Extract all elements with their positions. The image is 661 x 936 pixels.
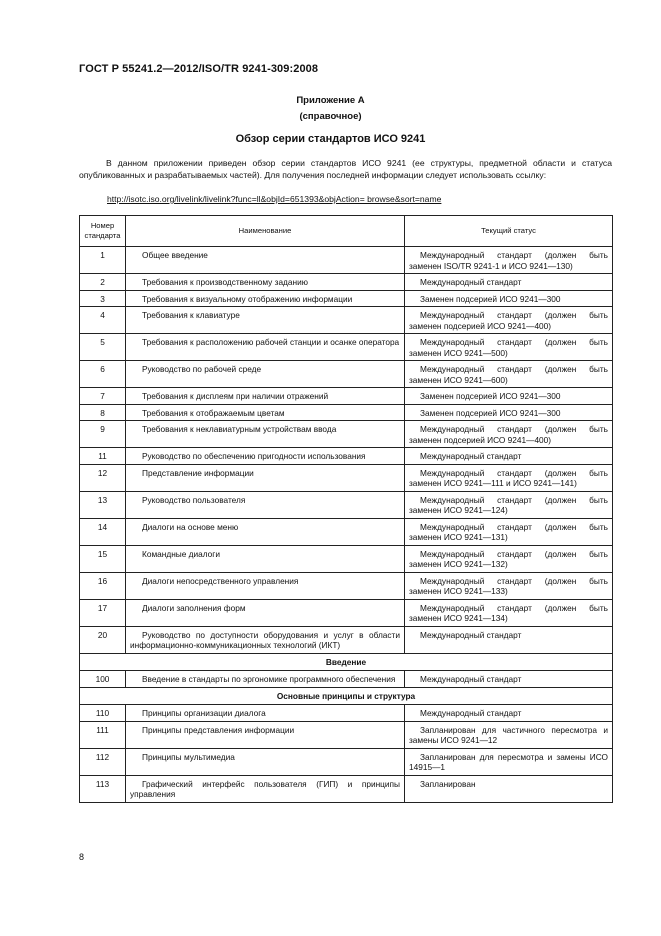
table-row [80, 671, 613, 688]
standard-name: Командные диалоги [126, 545, 405, 572]
table-row [80, 491, 613, 518]
standard-number: 15 [80, 545, 126, 572]
standard-status: Международный стандарт [405, 274, 613, 291]
table-header-row [80, 216, 613, 247]
reference-link[interactable]: http://isotc.iso.org/livelink/livelink?func=ll&objId=651393&objAction= browse&sort=name [107, 194, 442, 204]
standard-name: Требования к визуальному отображению информации [126, 290, 405, 307]
standard-status: Международный стандарт [405, 626, 613, 653]
standard-status: Международный стандарт (должен быть заменен ИСО 9241—124) [405, 491, 613, 518]
table-row [80, 705, 613, 722]
standard-name: Требования к производственному заданию [126, 274, 405, 291]
standard-status: Международный стандарт (должен быть заменен ИСО 9241—133) [405, 572, 613, 599]
standard-number: 7 [80, 388, 126, 405]
standard-number: 111 [80, 721, 126, 748]
standard-status: Заменен подсерией ИСО 9241—300 [405, 290, 613, 307]
standard-status: Международный стандарт [405, 671, 613, 688]
standard-number: 1 [80, 247, 126, 274]
standard-status: Международный стандарт (должен быть заменен подсерией ИСО 9241—400) [405, 307, 613, 334]
standard-name: Принципы представления информации [126, 721, 405, 748]
standard-name: Требования к клавиатуре [126, 307, 405, 334]
standard-status: Международный стандарт (должен быть заменен подсерией ИСО 9241—400) [405, 421, 613, 448]
standard-name: Руководство пользователя [126, 491, 405, 518]
standard-status: Международный стандарт (должен быть заменен ИСО 9241—600) [405, 361, 613, 388]
table-row [80, 545, 613, 572]
standard-name: Диалоги заполнения форм [126, 599, 405, 626]
table-row [80, 748, 613, 775]
standard-name: Руководство по доступности оборудования и услуг в области информационно-коммуникационных технологий (ИКТ) [126, 626, 405, 653]
section-heading: Основные принципы и структура [80, 687, 613, 705]
table-row [80, 421, 613, 448]
standard-name: Принципы мультимедиа [126, 748, 405, 775]
standard-name: Введение в стандарты по эргономике программного обеспечения [126, 671, 405, 688]
standard-name: Требования к неклавиатурным устройствам ввода [126, 421, 405, 448]
table-body [80, 247, 613, 803]
header-number: Номер стандарта [80, 216, 126, 247]
standard-name: Общее введение [126, 247, 405, 274]
standard-number: 5 [80, 334, 126, 361]
table-row [80, 307, 613, 334]
standard-number: 20 [80, 626, 126, 653]
standard-status: Международный стандарт (должен быть заменен ИСО 9241—500) [405, 334, 613, 361]
table-row [80, 404, 613, 421]
table-row [80, 274, 613, 291]
table-row [80, 290, 613, 307]
header-status: Текущий статус [405, 216, 613, 247]
section-title: Обзор серии стандартов ИСО 9241 [235, 133, 426, 145]
standard-number: 112 [80, 748, 126, 775]
standard-status: Заменен подсерией ИСО 9241—300 [405, 388, 613, 405]
table-section-row [80, 687, 613, 705]
standard-status: Международный стандарт (должен быть заменен ИСО 9241—132) [405, 545, 613, 572]
standard-number: 9 [80, 421, 126, 448]
standard-name: Требования к отображаемым цветам [126, 404, 405, 421]
standard-number: 113 [80, 775, 126, 802]
standard-name: Представление информации [126, 464, 405, 491]
standard-name: Требования к дисплеям при наличии отражений [126, 388, 405, 405]
table-row [80, 247, 613, 274]
table-row [80, 599, 613, 626]
table-row [80, 518, 613, 545]
standard-status: Международный стандарт (должен быть заменен ISO/TR 9241-1 и ИСО 9241—130) [405, 247, 613, 274]
standard-status: Запланирован [405, 775, 613, 802]
table-row [80, 334, 613, 361]
standard-status: Международный стандарт (должен быть заменен ИСО 9241—134) [405, 599, 613, 626]
standard-status: Международный стандарт [405, 705, 613, 722]
standard-status: Международный стандарт (должен быть заменен ИСО 9241—111 и ИСО 9241—141) [405, 464, 613, 491]
standard-number: 6 [80, 361, 126, 388]
table-row [80, 721, 613, 748]
standard-name: Руководство по рабочей среде [126, 361, 405, 388]
standard-number: 8 [80, 404, 126, 421]
standard-status: Международный стандарт [405, 448, 613, 465]
table-row [80, 448, 613, 465]
standard-name: Диалоги непосредственного управления [126, 572, 405, 599]
standard-status: Запланирован для частичного пересмотра и замены ИСО 9241—12 [405, 721, 613, 748]
section-heading: Введение [80, 653, 613, 671]
standard-number: 12 [80, 464, 126, 491]
standard-number: 100 [80, 671, 126, 688]
standard-name: Принципы организации диалога [126, 705, 405, 722]
standard-status: Международный стандарт (должен быть заменен ИСО 9241—131) [405, 518, 613, 545]
page-number: 8 [79, 852, 85, 862]
standard-number: 13 [80, 491, 126, 518]
header-name: Наименование [126, 216, 405, 247]
standard-number: 110 [80, 705, 126, 722]
standards-table [79, 215, 613, 803]
intro-text: В данном приложении приведен обзор серии стандартов ИСО 9241 (ее структуры, предметной области и статуса опубликованных и разрабатываемых частей). Для получения последней информации следует использовать ссылку: [79, 158, 612, 180]
appendix-title: Приложение А [296, 95, 365, 106]
standard-name: Диалоги на основе меню [126, 518, 405, 545]
table-row [80, 388, 613, 405]
intro-paragraph [79, 158, 612, 181]
table-row [80, 626, 613, 653]
standard-name: Требования к расположению рабочей станции и осанке оператора [126, 334, 405, 361]
table-row [80, 361, 613, 388]
standard-status: Запланирован для пересмотра и замены ИСО 14915—1 [405, 748, 613, 775]
standard-number: 2 [80, 274, 126, 291]
table-row [80, 775, 613, 802]
standard-status: Заменен подсерией ИСО 9241—300 [405, 404, 613, 421]
document-code: ГОСТ Р 55241.2—2012/ISO/TR 9241-309:2008 [79, 63, 319, 75]
standard-number: 14 [80, 518, 126, 545]
standard-name: Руководство по обеспечению пригодности использования [126, 448, 405, 465]
standard-number: 16 [80, 572, 126, 599]
table-row [80, 464, 613, 491]
standard-number: 4 [80, 307, 126, 334]
standard-name: Графический интерфейс пользователя (ГИП) и принципы управления [126, 775, 405, 802]
table-section-row [80, 653, 613, 671]
standard-number: 3 [80, 290, 126, 307]
appendix-subtitle: (справочное) [299, 111, 362, 122]
standard-number: 11 [80, 448, 126, 465]
table-row [80, 572, 613, 599]
standard-number: 17 [80, 599, 126, 626]
